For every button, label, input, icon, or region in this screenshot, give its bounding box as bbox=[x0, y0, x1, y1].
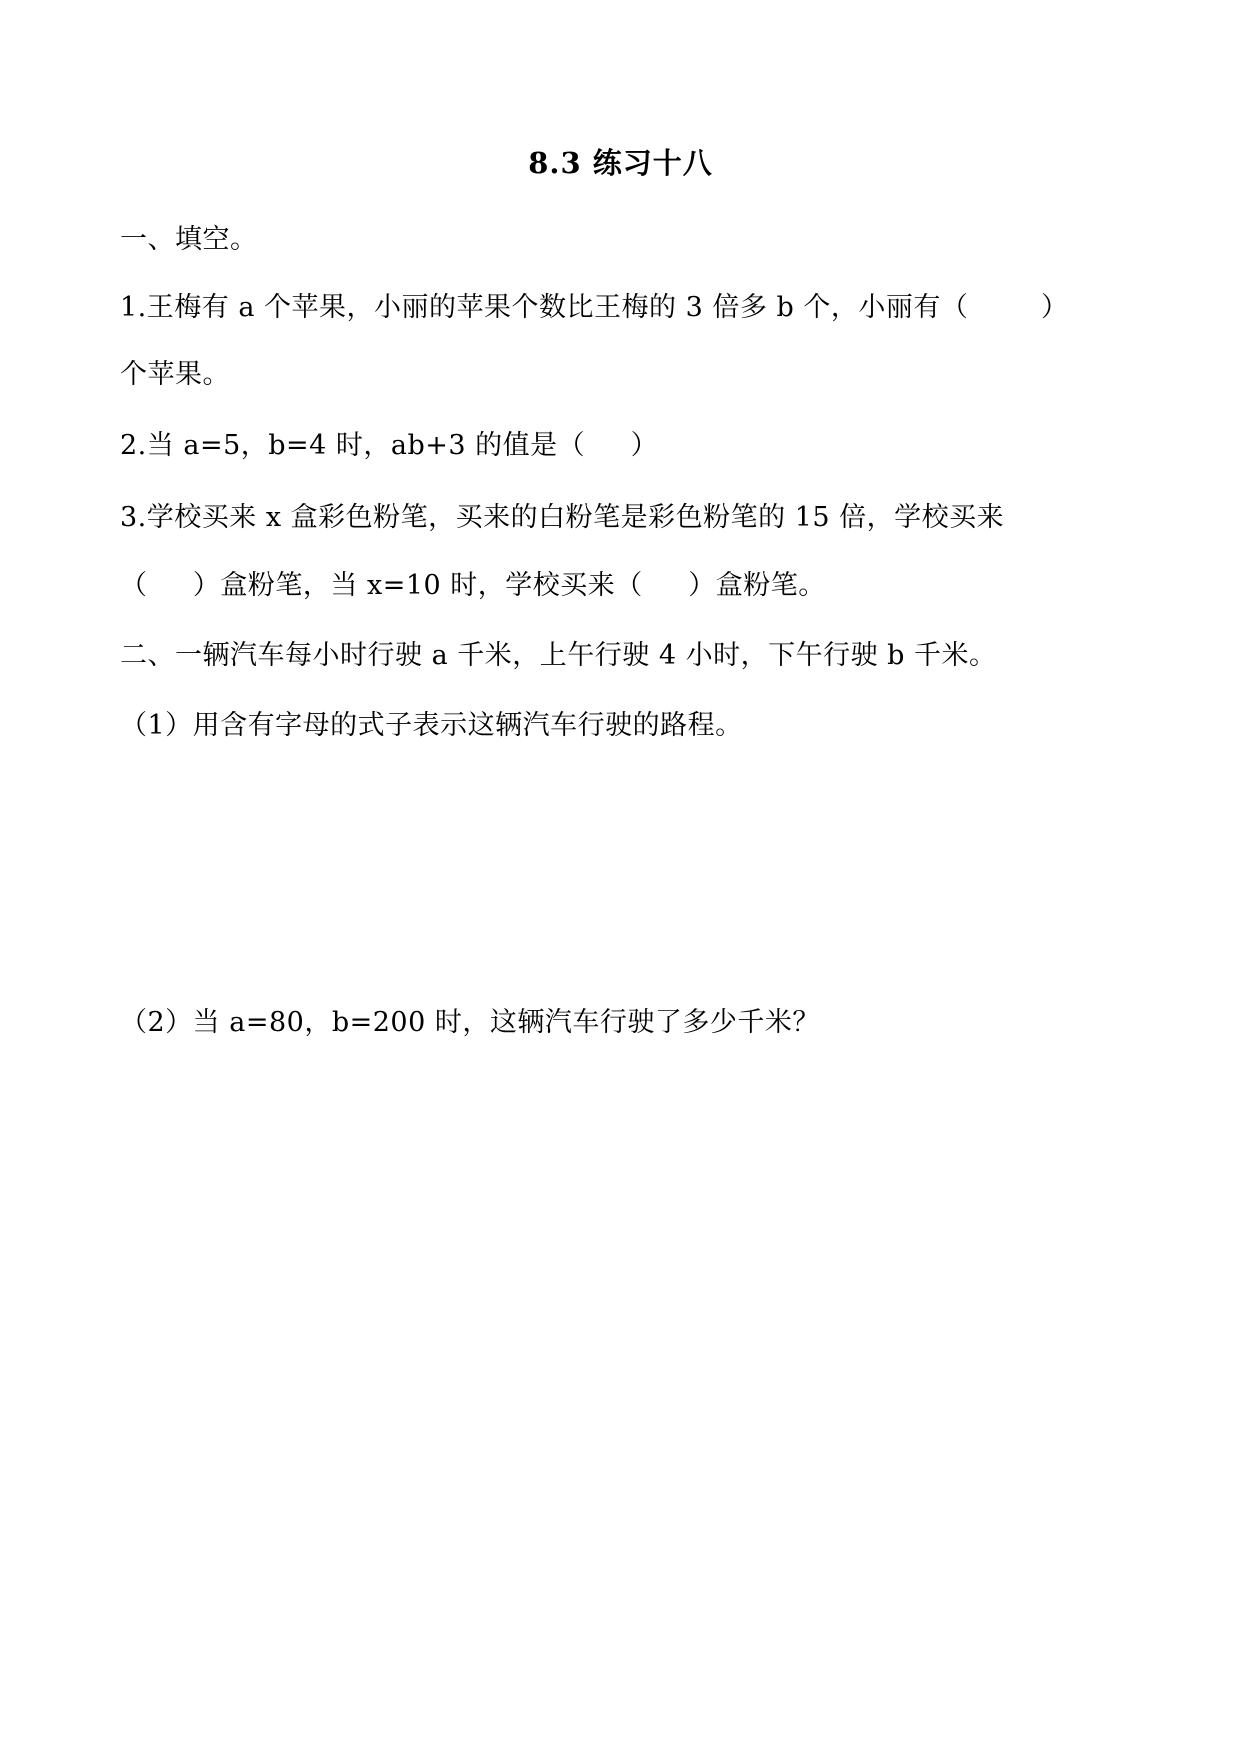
question-2: 2.当 a=5，b=4 时，ab+3 的值是（ ） bbox=[120, 430, 659, 461]
page-title: 8.3 练习十八 bbox=[528, 146, 713, 180]
sub-question-2: （2）当 a=80，b=200 时，这辆汽车行驶了多少千米？ bbox=[120, 1007, 820, 1038]
question-3-line-1: 3.学校买来 x 盒彩色粉笔，买来的白粉笔是彩色粉笔的 15 倍，学校买来 bbox=[120, 502, 1005, 533]
section-2-heading: 二、一辆汽车每小时行驶 a 千米，上午行驶 4 小时，下午行驶 b 千米。 bbox=[120, 640, 997, 671]
section-1-heading: 一、填空。 bbox=[120, 224, 258, 255]
sub-question-1: （1）用含有字母的式子表示这辆汽车行驶的路程。 bbox=[120, 710, 743, 741]
question-3-line-2: （ ）盒粉笔，当 x=10 时，学校买来（ ）盒粉笔。 bbox=[120, 570, 826, 601]
question-1-line-2: 个苹果。 bbox=[120, 359, 230, 390]
question-1-line-1: 1.王梅有 a 个苹果，小丽的苹果个数比王梅的 3 倍多 b 个，小丽有（ ） bbox=[120, 292, 1069, 323]
